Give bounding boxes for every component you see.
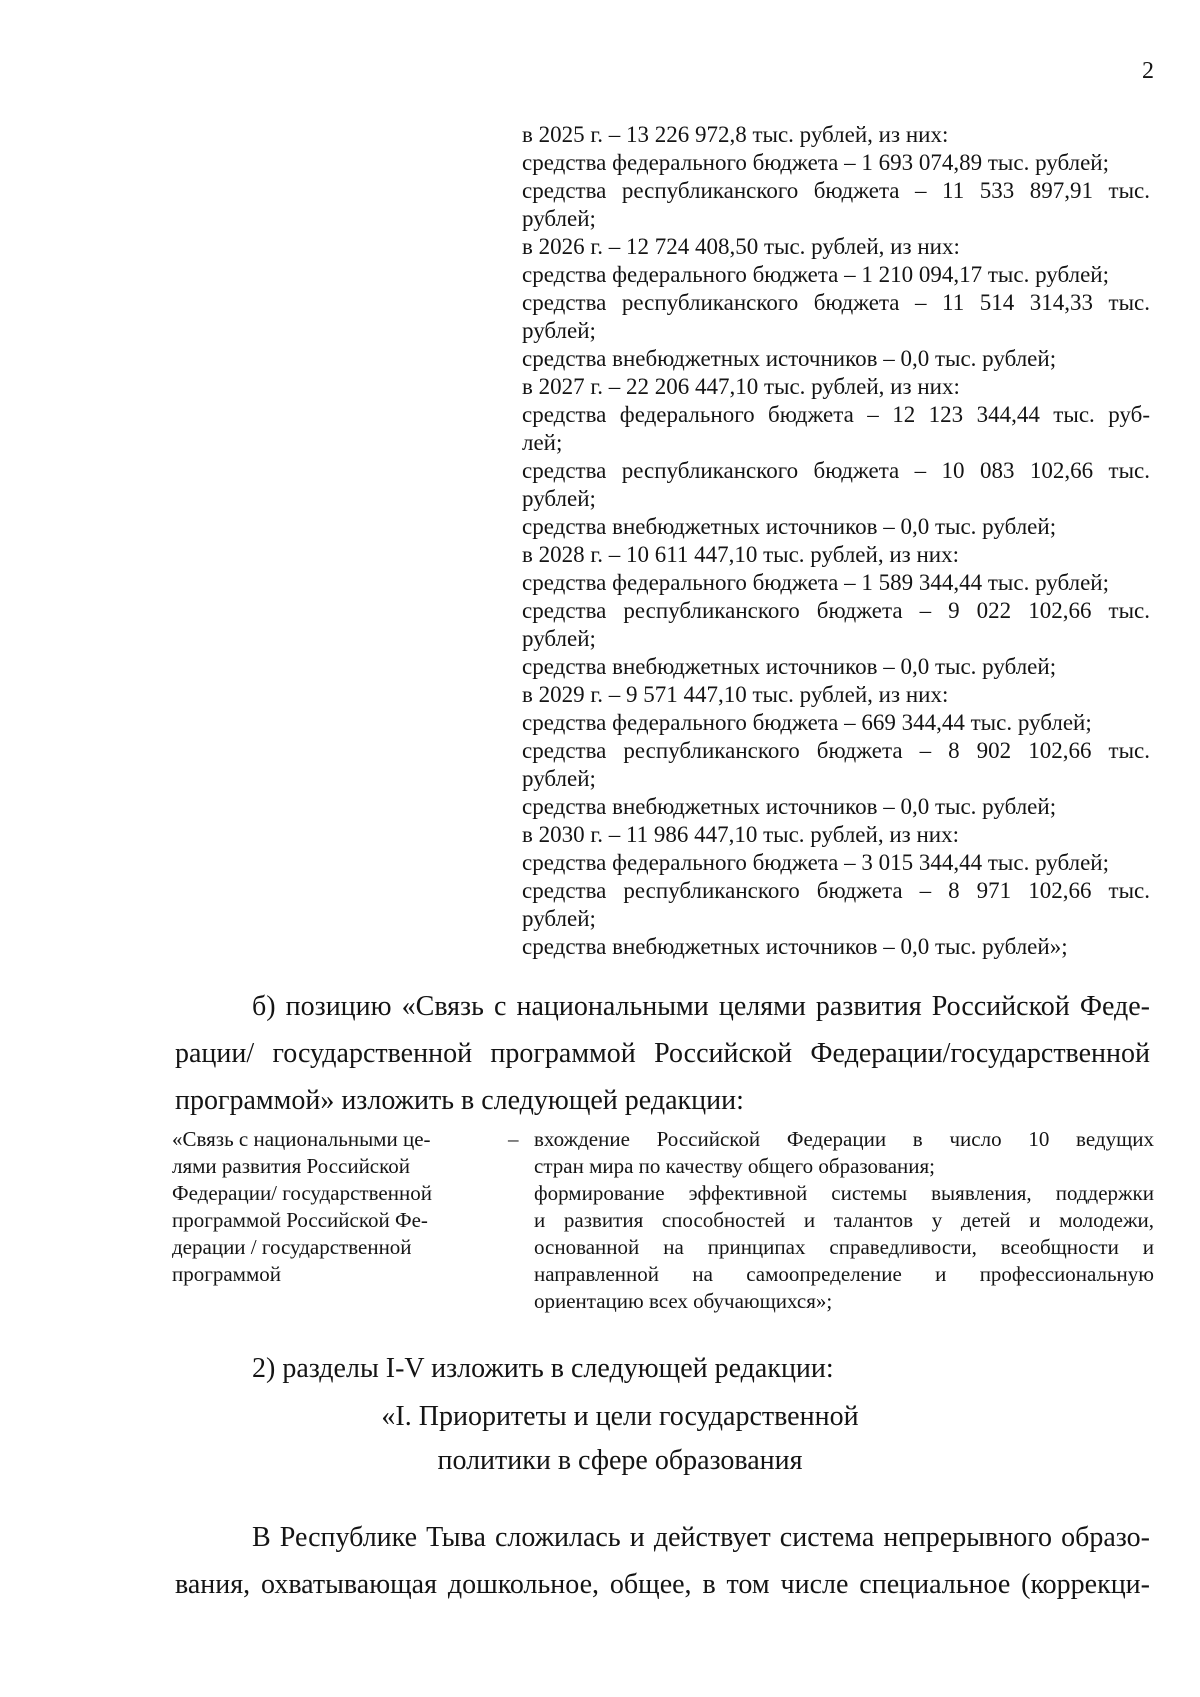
funding-line: средства федерального бюджета – 1 589 344,44 тыс. рублей; <box>522 570 1109 595</box>
funding-line: средства федерального бюджета – 1 210 094,17 тыс. рублей; <box>522 262 1109 287</box>
funding-line: лей; <box>522 430 563 455</box>
item-2: 2) разделы I-V изложить в следующей редакции: <box>252 1353 834 1384</box>
table-label-cell <box>172 1126 487 1288</box>
funding-line: средства республиканского бюджета – 11 533 897,91 тыс. <box>522 178 1150 203</box>
funding-line: рублей; <box>522 766 596 791</box>
funding-line: средства внебюджетных источников – 0,0 тыс. рублей; <box>522 346 1057 371</box>
funding-line: средства внебюджетных источников – 0,0 тыс. рублей; <box>522 654 1057 679</box>
table-label-line: Федерации/ государственной <box>172 1181 432 1205</box>
table-value-line: формирование эффективной системы выявления, поддержки <box>534 1181 1154 1205</box>
table-label-line: лями развития Российской <box>172 1154 411 1178</box>
table-label-line: «Связь с национальными це- <box>172 1127 431 1151</box>
funding-line: средства внебюджетных источников – 0,0 тыс. рублей; <box>522 514 1057 539</box>
funding-line: в 2029 г. – 9 571 447,10 тыс. рублей, из них: <box>522 682 949 707</box>
funding-line: средства республиканского бюджета – 11 514 314,33 тыс. <box>522 290 1150 315</box>
funding-line: средства федерального бюджета – 12 123 344,44 тыс. руб- <box>522 402 1150 427</box>
table-value-line: основанной на принципах справедливости, всеобщности и <box>534 1235 1154 1259</box>
table-value-line: ориентацию всех обучающихся»; <box>534 1289 833 1313</box>
funding-line: в 2027 г. – 22 206 447,10 тыс. рублей, из них: <box>522 374 960 399</box>
table-value-line: стран мира по качеству общего образования; <box>534 1154 935 1178</box>
paragraph-line: вания, охватывающая дошкольное, общее, в том числе специальное (коррекци- <box>175 1569 1150 1600</box>
page-number: 2 <box>1142 58 1154 84</box>
funding-line: рублей; <box>522 206 596 231</box>
funding-line: рублей; <box>522 486 596 511</box>
body-paragraph <box>175 1514 1150 1608</box>
table-value-line: направленной на самоопределение и профессиональную <box>534 1262 1154 1286</box>
paragraph-line: В Республике Тыва сложилась и действует система непрерывного образо- <box>252 1522 1150 1553</box>
funding-line: в 2026 г. – 12 724 408,50 тыс. рублей, из них: <box>522 234 960 259</box>
funding-line: средства федерального бюджета – 3 015 344,44 тыс. рублей; <box>522 850 1109 875</box>
funding-line: в 2030 г. – 11 986 447,10 тыс. рублей, из них: <box>522 822 959 847</box>
table-value-cell <box>534 1126 1154 1315</box>
funding-line: в 2028 г. – 10 611 447,10 тыс. рублей, из них: <box>522 542 959 567</box>
paragraph-b <box>175 983 1150 1124</box>
funding-list <box>522 121 1150 961</box>
funding-line: средства федерального бюджета – 669 344,44 тыс. рублей; <box>522 710 1092 735</box>
funding-line: средства внебюджетных источников – 0,0 тыс. рублей; <box>522 794 1057 819</box>
funding-line: средства республиканского бюджета – 10 083 102,66 тыс. <box>522 458 1150 483</box>
section-heading-line: политики в сфере образования <box>437 1445 803 1476</box>
section-heading-line: «I. Приоритеты и цели государственной <box>381 1401 859 1432</box>
paragraph-line: программой» изложить в следующей редакции: <box>175 1085 744 1116</box>
funding-line: средства республиканского бюджета – 9 022 102,66 тыс. <box>522 598 1150 623</box>
funding-line: средства республиканского бюджета – 8 971 102,66 тыс. <box>522 878 1150 903</box>
paragraph-line: б) позицию «Связь с национальными целями развития Российской Феде- <box>252 991 1150 1022</box>
table-value-line: вхождение Российской Федерации в число 10 ведущих <box>534 1127 1154 1151</box>
funding-line: рублей; <box>522 318 596 343</box>
funding-line: в 2025 г. – 13 226 972,8 тыс. рублей, из них: <box>522 122 949 147</box>
funding-line: рублей; <box>522 906 596 931</box>
table-label-line: программой Российской Фе- <box>172 1208 428 1232</box>
table-dash: – <box>508 1127 519 1151</box>
funding-line: рублей; <box>522 626 596 651</box>
paragraph-line: рации/ государственной программой Российской Федерации/государственной <box>175 1038 1150 1069</box>
funding-line: средства внебюджетных источников – 0,0 тыс. рублей»; <box>522 934 1068 959</box>
funding-line: средства республиканского бюджета – 8 902 102,66 тыс. <box>522 738 1150 763</box>
table-label-line: дерации / государственной <box>172 1235 412 1259</box>
table-label-line: программой <box>172 1262 281 1286</box>
funding-line: средства федерального бюджета – 1 693 074,89 тыс. рублей; <box>522 150 1109 175</box>
table-value-line: и развития способностей и талантов у детей и молодежи, <box>534 1208 1154 1232</box>
